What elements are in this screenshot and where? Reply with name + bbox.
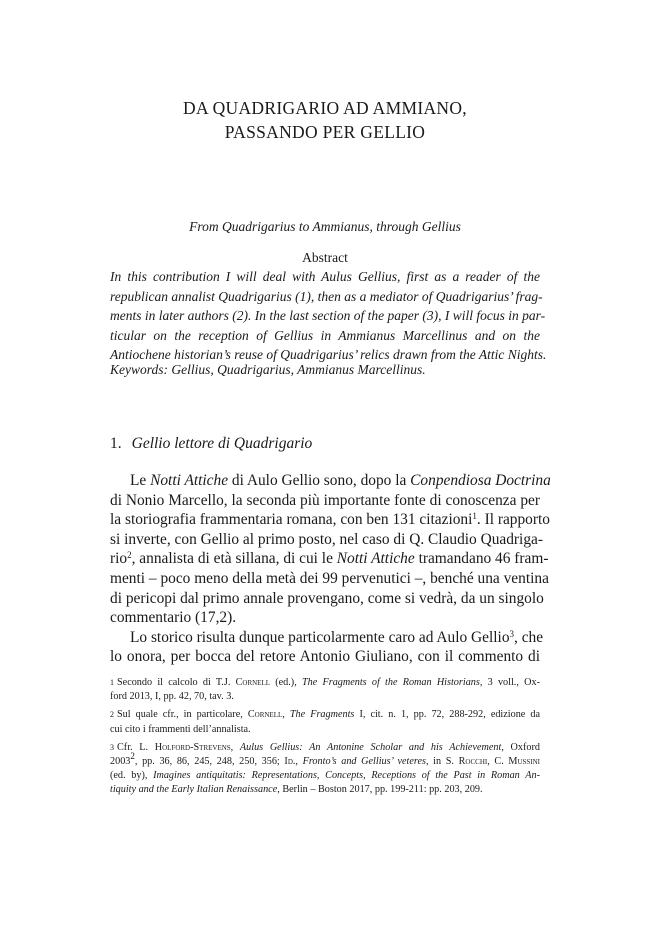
body-line: commentario (17,2). [110,609,237,627]
text-run: , 3 voll., Ox- [479,677,540,688]
author-name: Mussini [508,755,541,767]
edition-superscript: 2 [130,750,135,761]
text-run: , Oxford [501,741,540,753]
text-run: , [230,741,240,753]
footnote-line [110,676,540,690]
text-run: Lo storico risulta dunque particolarmente caro ad Aulo Gellio [130,628,510,646]
section-title: Gellio lettore di Quadrigario [131,435,313,452]
footnote-2 [110,708,540,736]
footnote-line [110,783,540,797]
footnote-line: ford 2013, I, pp. 42, 70, tav. 3. [110,691,234,703]
footnote-line [110,708,540,722]
section-number: 1. [110,435,122,452]
italic-run: Imagines antiquitatis: Representations, Concepts, Receptions of the Past in Roman An- [153,770,541,782]
abstract-line: ticular on the reception of Gellius in Ammianus Marcellinus and on the [110,327,540,343]
italic-run: Aulus Gellius: An Antonine Scholar and his Achievement [239,741,502,753]
abstract-line: republican annalist Quadrigarius (1), then as a mediator of Quadrigarius’ frag- [110,288,543,304]
text-run: (ed.), [270,677,302,688]
author-name: Holford-Strevens [154,741,231,753]
body-line: di Nonio Marcello, la seconda più importante fonte di conoscenza per [110,491,540,509]
italic-run: Notti Attiche [150,472,229,489]
author-name: Cornell [235,677,271,688]
footnote-ref[interactable]: 1 [472,511,477,522]
text-run: (ed. by), [110,770,154,782]
text-run: 2003 [110,755,131,767]
footnote-line [110,750,541,769]
body-text [110,471,551,667]
text-run: , C. [487,755,509,767]
text-run: , annalista di età sillana, di cui le [131,550,337,568]
italic-run: Fronto’s and Gellius’ veteres [302,755,426,767]
text-run: Cfr. L. [117,741,155,753]
footnote-line: cui cito i frammenti dell’annalista. [110,723,251,735]
abstract-line: In this contribution I will deal with Aulus Gellius, first as a reader of the [110,269,540,284]
body-line [110,510,550,530]
italic-run: tiquity and the Early Italian Renaissance [110,784,278,796]
text-run: I, cit. n. 1, pp. 72, 288-292, edizione da [354,709,541,721]
footnote-1 [110,676,540,704]
title-line-1: DA QUADRIGARIO AD AMMIANO, [183,98,467,118]
title-line-2: PASSANDO PER GELLIO [224,122,426,142]
abstract-text [110,268,547,366]
footnote-line [110,769,540,783]
footnote-number: 3 [110,742,114,752]
english-title: From Quadrigarius to Ammianus, through Gellius [189,219,461,234]
text-run: , Berlin – Boston 2017, pp. 199-211: pp. 203, 209. [277,784,483,796]
body-line: menti – poco meno della metà dei 99 pervenutici –, benché una ventina [110,569,549,587]
footnote-ref[interactable]: 3 [509,628,515,639]
footnote-number: 2 [110,710,114,720]
abstract-heading: Abstract [302,250,348,265]
text-run: Secondo il calcolo di T.J. [117,677,236,688]
footnote-ref[interactable]: 2 [127,550,132,561]
text-run: tramandano 46 fram- [414,550,549,568]
text-run: , [295,755,303,767]
text-run: di Aulo Gellio sono, dopo la [228,472,411,489]
body-line [110,628,544,648]
author-name: Id. [284,755,296,767]
italic-run: Notti Attiche [336,550,415,568]
body-line [110,549,549,569]
footnote-3 [110,741,540,798]
text-run: , [282,709,290,721]
abstract-line: Antiochene historian’s reuse of Quadrigarius’ relics drawn from the Attic Nights. [110,347,547,363]
text-run: la storiografia frammentaria romana, con ben 131 citazioni [110,511,473,529]
italic-run: The Fragments [289,709,355,721]
footnotes [110,676,540,802]
italic-run: Conpendiosa Doctrina [410,472,551,489]
text-run: , pp. 36, 86, 245, 248, 250, 356; [134,755,285,767]
italic-run: The Fragments of the Roman Historians [301,677,480,688]
author-name: Cornell [247,709,283,721]
section-heading [110,435,312,453]
body-line: si inverte, con Gellio al primo posto, nel caso di Q. Claudio Quadriga- [110,530,543,548]
text-run: Sul quale cfr., in particolare, [117,709,248,721]
paper-title [110,96,540,144]
footnote-number: 1 [110,678,114,687]
text-run: , in S. [425,755,459,767]
keywords: Keywords: Gellius, Quadrigarius, Ammianus Marcellinus. [110,362,426,377]
author-name: Rocchi [458,755,488,767]
text-run: . Il rapporto [476,511,550,529]
body-line: lo onora, per bocca del retore Antonio Giuliano, con il commento di [110,648,540,666]
text-run: Le [130,472,151,489]
abstract-line: ments in later authors (2). In the last section of the paper (3), I will focus in par- [110,308,546,324]
text-run: , che [514,628,544,646]
footnote-line [110,741,540,755]
text-run: rio [110,550,128,568]
body-line: di pericopi dal primo annale provengano, come si vedrà, da un singolo [110,589,544,607]
body-line [110,471,551,491]
